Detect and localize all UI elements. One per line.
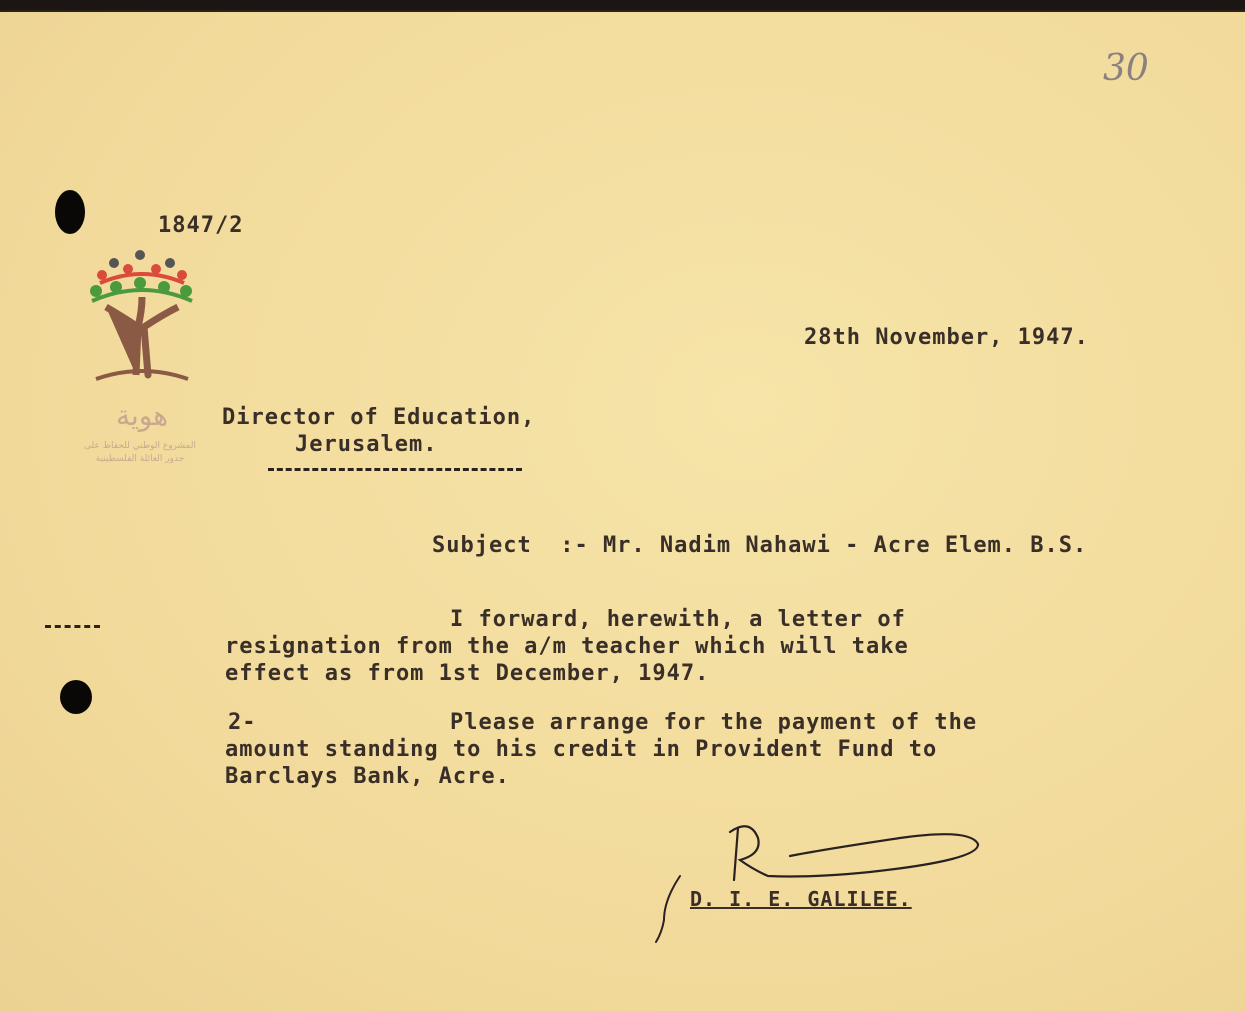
scanned-top-edge: [0, 0, 1245, 12]
paragraph-2-line-1: Please arrange for the payment of the: [450, 710, 978, 735]
paragraph-2-line-2: amount standing to his credit in Provident Fund to: [225, 737, 938, 762]
subject-line: Subject :- Mr. Nadim Nahawi - Acre Elem. B.S.: [432, 533, 1088, 558]
signatory-name: D. I. E. GALILEE.: [690, 887, 912, 911]
punch-hole-top: [55, 190, 85, 234]
logo-wordmark: هوية: [115, 399, 169, 432]
recipient-line-2: Jerusalem.: [295, 432, 438, 457]
paragraph-1-line-3: effect as from 1st December, 1947.: [225, 661, 710, 686]
paragraph-2-line-3: Barclays Bank, Acre.: [225, 764, 510, 789]
paragraph-1-line-1: I forward, herewith, a letter of: [450, 607, 906, 632]
paragraph-2-number: 2-: [228, 710, 257, 735]
handwritten-signature: [650, 820, 990, 950]
recipient-underline: [268, 468, 522, 471]
punch-hole-bottom: [60, 680, 92, 714]
letter-date: 28th November, 1947.: [804, 325, 1089, 350]
reference-number: 1847/2: [158, 213, 244, 238]
recipient-line-1: Director of Education,: [222, 405, 536, 430]
logo-caption: المشروع الوطني للحفاظ على جذور العائلة الفلسطينية: [83, 441, 196, 464]
paragraph-1-line-2: resignation from the a/m teacher which will take: [225, 634, 909, 659]
folio-number: 30: [1103, 48, 1149, 89]
logo-people-icon: [90, 250, 192, 301]
margin-mark: [45, 625, 100, 628]
logo-tree-icon: [106, 297, 178, 375]
